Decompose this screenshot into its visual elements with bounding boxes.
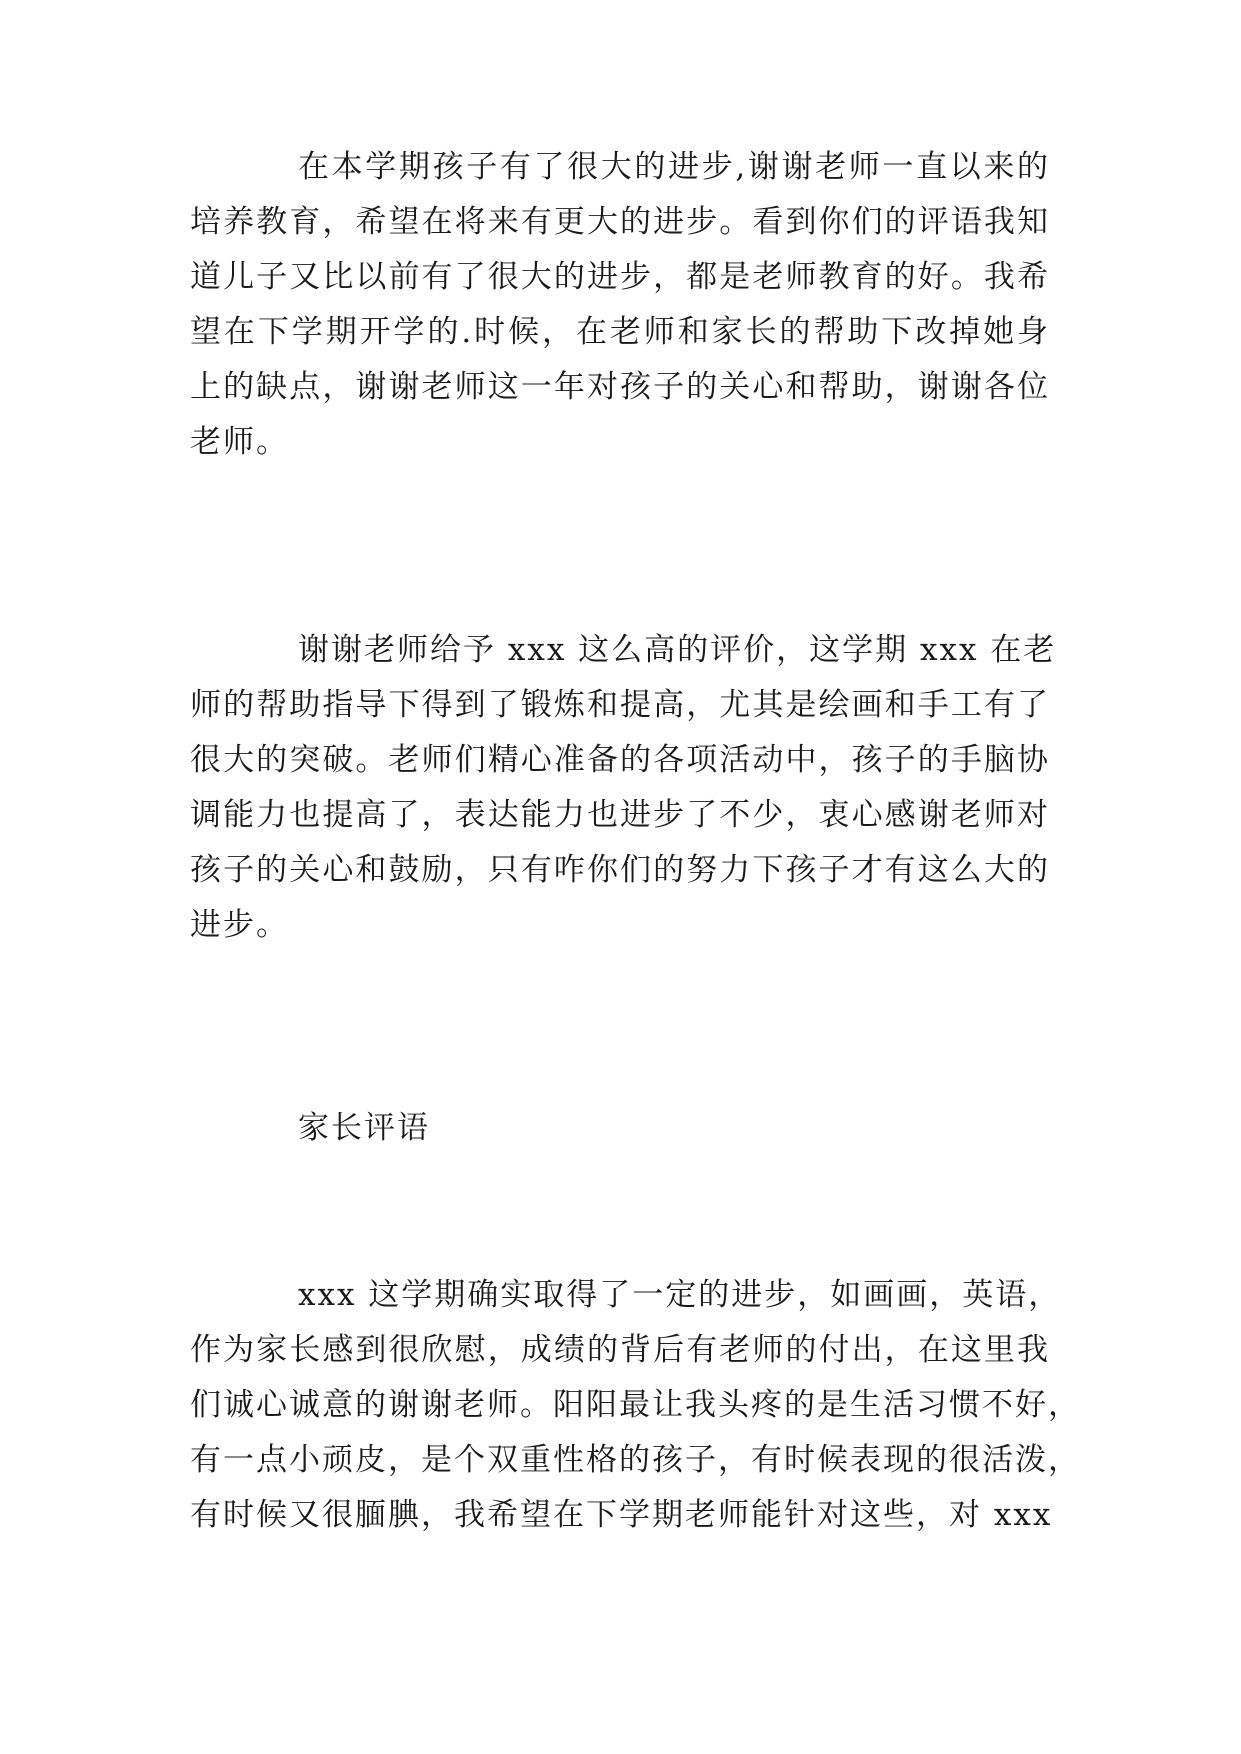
paragraph-2-line-2: 师的帮助指导下得到了锻炼和提高，尤其是绘画和手工有了: [190, 687, 1050, 723]
paragraph-3-line-5: 有时候又很腼腆，我希望在下学期老师能针对这些，对 xxx: [190, 1497, 1053, 1533]
paragraph-2-line-1: 谢谢老师给予 xxx 这么高的评价，这学期 xxx 在老: [298, 632, 1057, 668]
paragraph-3-line-1: xxx 这学期确实取得了一定的进步，如画画，英语，: [298, 1277, 1062, 1313]
paragraph-1-line-4: 望在下学期开学的.时候，在老师和家长的帮助下改掉她身: [190, 314, 1050, 350]
paragraph-2-line-5: 孩子的关心和鼓励，只有咋你们的努力下孩子才有这么大的: [190, 852, 1050, 888]
paragraph-3-line-3: 们诚心诚意的谢谢老师。阳阳最让我头疼的是生活习惯不好，: [190, 1387, 1081, 1423]
paragraph-3-line-4: 有一点小顽皮，是个双重性格的孩子，有时候表现的很活泼，: [190, 1442, 1081, 1478]
paragraph-1-line-5: 上的缺点，谢谢老师这一年对孩子的关心和帮助，谢谢各位: [190, 369, 1050, 405]
paragraph-1-line-1: 在本学期孩子有了很大的进步,谢谢老师一直以来的: [298, 149, 1050, 185]
paragraph-1-line-6: 老师。: [190, 424, 289, 460]
paragraph-3-line-2: 作为家长感到很欣慰，成绩的背后有老师的付出，在这里我: [190, 1332, 1050, 1368]
paragraph-2-line-6: 进步。: [190, 907, 289, 943]
paragraph-1-line-3: 道儿子又比以前有了很大的进步，都是老师教育的好。我希: [190, 259, 1050, 295]
section-heading: 家长评语: [298, 1110, 430, 1146]
paragraph-1-line-2: 培养教育，希望在将来有更大的进步。看到你们的评语我知: [190, 204, 1050, 240]
paragraph-2-line-4: 调能力也提高了，表达能力也进步了不少，衷心感谢老师对: [190, 797, 1050, 833]
paragraph-2-line-3: 很大的突破。老师们精心准备的各项活动中，孩子的手脑协: [190, 742, 1050, 778]
